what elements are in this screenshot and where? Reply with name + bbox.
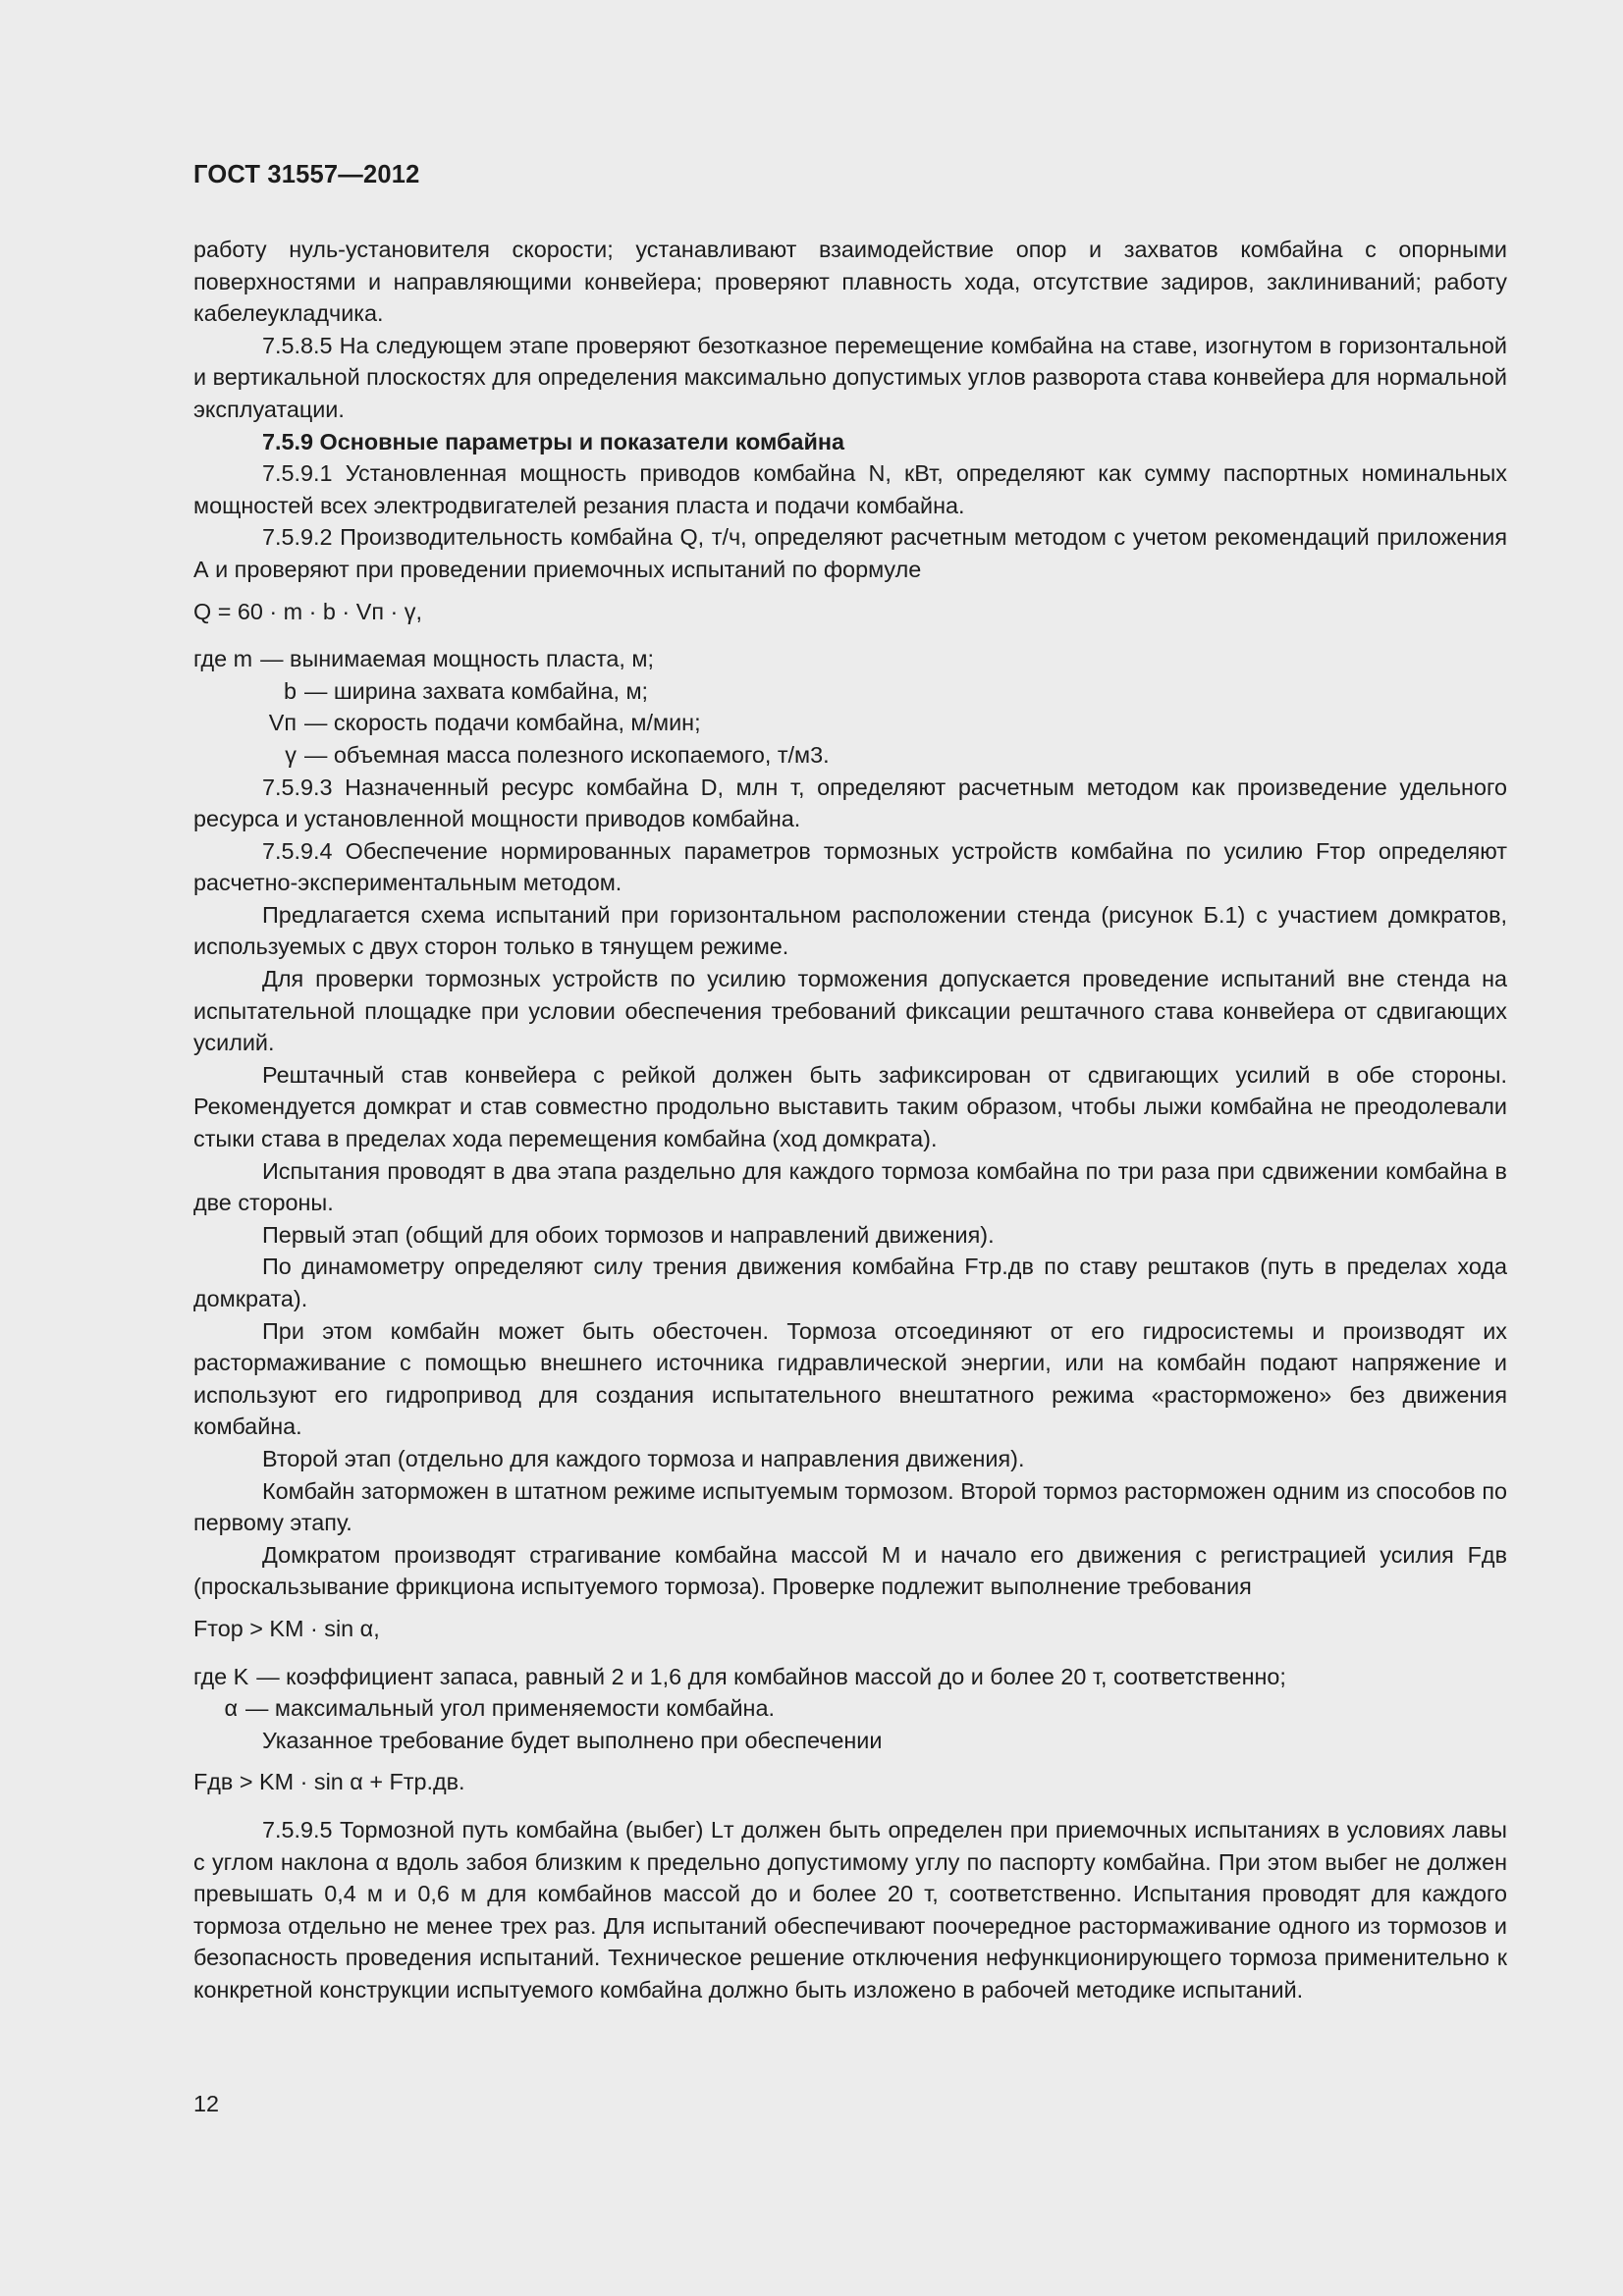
where-item — [193, 1661, 1507, 1693]
paragraph: Домкратом производят страгивание комбайна массой M и начало его движения с регистрацией усилия Fдв (проскальзывание фрикциона испытуемого тормоза). Проверке подлежит выполнение требования — [193, 1541, 1507, 1600]
where-symbol: b — [283, 677, 297, 704]
formula-productivity: Q = 60 · m · b · Vп · γ, — [193, 598, 422, 624]
paragraph: Предлагается схема испытаний при горизонтальном расположении стенда (рисунок Б.1) с участием домкратов, используемых с двух сторон только в тянущем режиме. — [193, 901, 1507, 960]
paragraph-7-5-9-1: 7.5.9.1 Установленная мощность приводов комбайна N, кВт, определяют как сумму паспортных номинальных мощностей всех электродвигателей резания пласта и подачи комбайна. — [193, 460, 1507, 518]
where-item — [193, 1692, 1507, 1725]
paragraph-7-5-9-4: 7.5.9.4 Обеспечение нормированных параметров тормозных устройств комбайна по усилию Fтор определяют расчетно-экспериментальным методом. — [193, 837, 1507, 896]
where-symbol: где m — [193, 646, 253, 672]
paragraph-7-5-9-2: 7.5.9.2 Производительность комбайна Q, т/ч, определяют расчетным методом с учетом рекомендаций приложения А и проверяют при проведении приемочных испытаний по формуле — [193, 524, 1507, 582]
where-item — [193, 707, 1507, 739]
where-text: — ширина захвата комбайна, м; — [304, 677, 649, 704]
where-item — [193, 739, 1507, 772]
where-item — [193, 675, 1507, 708]
section-heading-7-5-9: 7.5.9 Основные параметры и показатели комбайна — [262, 428, 844, 454]
where-text: — коэффициент запаса, равный 2 и 1,6 для комбайнов массой до и более 20 т, соответственно; — [256, 1663, 1286, 1689]
paragraph: Рештачный став конвейера с рейкой должен быть зафиксирован от сдвигающих усилий в обе стороны. Рекомендуется домкрат и став совместно продольно выставить таким образом, чтобы лыжи комбайна не преодолевали стыки става в пределах хода перемещения комбайна (ход домкрата). — [193, 1061, 1507, 1152]
paragraph: Для проверки тормозных устройств по усилию торможения допускается проведение испытаний вне стенда на испытательной площадке при условии обеспечения требований фиксации рештачного става конвейера от сдвигающих усилий. — [193, 966, 1507, 1056]
paragraph: Испытания проводят в два этапа раздельно для каждого тормоза комбайна по три раза при сдвижении комбайна в две стороны. — [193, 1157, 1507, 1216]
paragraph: работу нуль-установителя скорости; устанавливают взаимодействие опор и захватов комбайна с опорными поверхностями и направляющими конвейера; проверяют плавность хода, отсутствие задиров, заклиниваний; работу кабелеукладчика. — [193, 237, 1507, 327]
where-symbol: α — [224, 1695, 238, 1722]
paragraph-7-5-9-3: 7.5.9.3 Назначенный ресурс комбайна D, млн т, определяют расчетным методом как произведение удельного ресурса и установленной мощности приводов комбайна. — [193, 774, 1507, 832]
formula-braking-requirement: Fтор > KM · sin α, — [193, 1615, 380, 1641]
where-text: — объемная масса полезного ископаемого, т/м3. — [304, 741, 830, 768]
paragraph: Комбайн заторможен в штатном режиме испытуемым тормозом. Второй тормоз расторможен одним из способов по первому этапу. — [193, 1477, 1507, 1536]
where-symbol: где K — [193, 1663, 249, 1689]
document-body — [193, 234, 1507, 2005]
paragraph: Первый этап (общий для обоих тормозов и направлений движения). — [262, 1221, 995, 1248]
where-symbol: Vп — [268, 710, 297, 736]
where-symbol: γ — [285, 741, 297, 768]
paragraph-7-5-9-5: 7.5.9.5 Тормозной путь комбайна (выбег) Lт должен быть определен при приемочных испытаниях в условиях лавы с углом наклона α вдоль забоя близким к предельно допустимому углу по паспорту комбайна. При этом выбег не должен превышать 0,4 м и 0,6 м для комбайнов массой до и более 20 т, соответственно. Испытания проводят для каждого тормоза отдельно не менее трех раз. Для испытаний обеспечивают поочередное растормаживание одного из тормозов и безопасность проведения испытаний. Техническое решение отключения нефункционирующего тормоза применительно к конкретной конструкции испытуемого комбайна должно быть изложено в рабочей методике испытаний. — [193, 1816, 1507, 2002]
paragraph: При этом комбайн может быть обесточен. Тормоза отсоединяют от его гидросистемы и производят их растормаживание с помощью внешнего источника гидравлической энергии, или на комбайн подают напряжение и используют его гидропривод для создания испытательного внештатного режима «расторможено» без движения комбайна. — [193, 1317, 1507, 1440]
where-item — [193, 643, 1507, 675]
page-number: 12 — [193, 2091, 220, 2116]
where-text: — скорость подачи комбайна, м/мин; — [304, 710, 701, 736]
formula-braking-condition: Fдв > KM · sin α + Fтр.дв. — [193, 1769, 465, 1795]
document-header: ГОСТ 31557—2012 — [193, 161, 420, 188]
paragraph-7-5-8-5: 7.5.8.5 На следующем этапе проверяют безотказное перемещение комбайна на ставе, изогнутом в горизонтальной и вертикальной плоскостях для определения максимально допустимых углов разворота става конвейера для нормальной эксплуатации. — [193, 332, 1507, 422]
where-text: — максимальный угол применяемости комбайна. — [245, 1695, 775, 1722]
paragraph: По динамометру определяют силу трения движения комбайна Fтр.дв по ставу рештаков (путь в пределах хода домкрата). — [193, 1254, 1507, 1311]
paragraph: Указанное требование будет выполнено при обеспечении — [262, 1727, 883, 1753]
where-text: — вынимаемая мощность пласта, м; — [260, 646, 654, 672]
paragraph: Второй этап (отдельно для каждого тормоза и направления движения). — [262, 1445, 1025, 1471]
